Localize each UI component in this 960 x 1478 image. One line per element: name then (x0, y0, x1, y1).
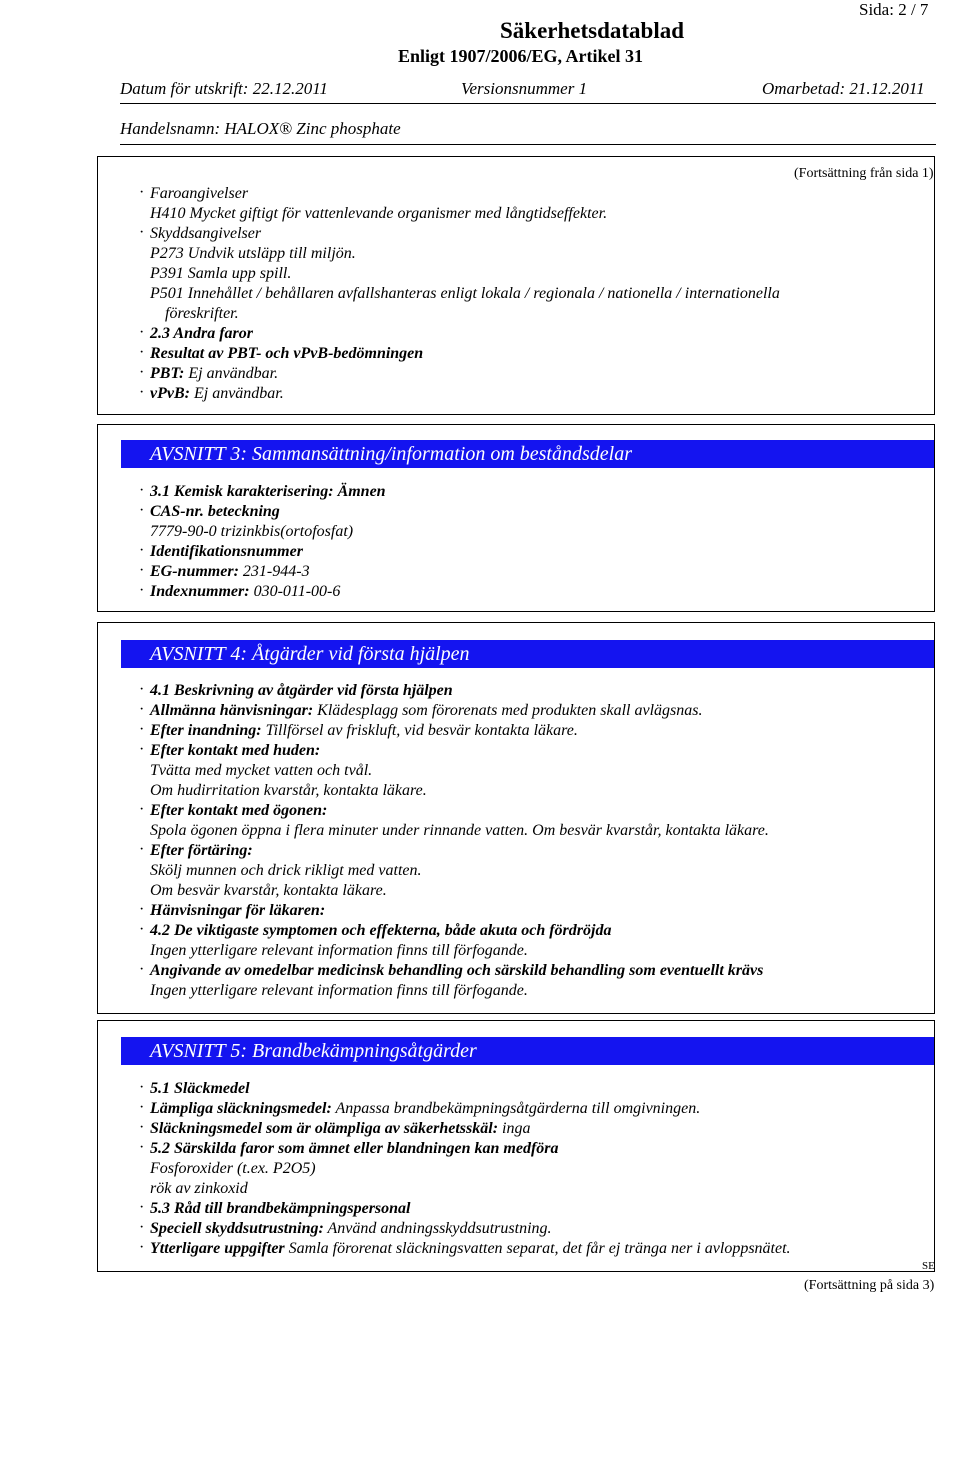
continuation-to: (Fortsättning på sida 3) (804, 1278, 935, 1293)
revised-date: Omarbetad: 21.12.2011 (762, 79, 925, 98)
doctor-label: Hänvisningar för läkaren: (150, 902, 326, 919)
eg-row (150, 562, 310, 582)
pbt-value: Ej användbar. (188, 365, 279, 382)
suitable-value: Anpassa brandbekämpningsåtgärderna till omgivningen. (335, 1100, 701, 1117)
special-line2: rök av zinkoxid (150, 1180, 248, 1197)
index-row (150, 582, 340, 602)
treatment-label: Angivande av omedelbar medicinsk behandling och särskild behandling som eventuellt krävs (150, 962, 764, 979)
print-date: Datum för utskrift: 22.12.2011 (120, 79, 328, 98)
eg-label: EG-nummer: (150, 563, 239, 580)
trade-divider (120, 144, 936, 145)
skin-line1: Tvätta med mycket vatten och tvål. (150, 762, 373, 779)
hazard-text: H410 Mycket giftigt för vattenlevande organismer med långtidseffekter. (150, 205, 608, 222)
eg-value: 231-944-3 (242, 563, 310, 580)
other-hazards-heading: 2.3 Andra faror (150, 325, 253, 342)
p501-text-cont: föreskrifter. (165, 305, 239, 322)
suitable-row (150, 1099, 700, 1119)
chem-char: 3.1 Kemisk karakterisering: Ämnen (150, 483, 386, 500)
document-title: Säkerhetsdatablad (500, 18, 685, 43)
general-label: Allmänna hänvisningar: (150, 702, 314, 719)
pbt-label: PBT: (150, 365, 185, 382)
eye-value: Spola ögonen öppna i flera minuter under rinnande vatten. Om besvär kvarstår, kontakta läkare. (150, 822, 769, 839)
version-number: Versionsnummer 1 (461, 79, 588, 98)
treatment-value: Ingen ytterligare relevant information finns till förfogande. (150, 982, 528, 999)
ingest-line1: Skölj munnen och drick rikligt med vatten. (150, 862, 422, 879)
section5-heading: AVSNITT 5: Brandbekämpningsåtgärder (121, 1037, 934, 1065)
first-aid-desc: 4.1 Beskrivning av åtgärder vid första hjälpen (150, 682, 453, 699)
unsuitable-value: inga (502, 1120, 531, 1137)
unsuitable-row (150, 1119, 530, 1139)
equip-label: Speciell skyddsutrustning: (150, 1220, 324, 1237)
vpvb-row (150, 384, 284, 404)
further-label: Ytterligare uppgifter (150, 1240, 285, 1257)
skin-line2: Om hudirritation kvarstår, kontakta läkare. (150, 782, 427, 799)
header-divider (120, 103, 936, 104)
eye-label: Efter kontakt med ögonen: (150, 802, 328, 819)
unsuitable-label: Släckningsmedel som är olämpliga av säkerhetsskäl: (150, 1120, 499, 1137)
p273-text: P273 Undvik utsläpp till miljön. (150, 245, 356, 262)
general-row (150, 701, 702, 721)
ident-label: Identifikationsnummer (150, 543, 303, 560)
ingest-line2: Om besvär kvarstår, kontakta läkare. (150, 882, 387, 899)
advice-label: 5.3 Råd till brandbekämpningspersonal (150, 1200, 411, 1217)
pbt-result-heading: Resultat av PBT- och vPvB-bedömningen (150, 345, 424, 362)
further-value: Samla förorenat släckningsvatten separat, det får ej tränga ner i avloppsnätet. (288, 1240, 791, 1257)
continuation-from: (Fortsättning från sida 1) (794, 166, 934, 181)
symptoms-value: Ingen ytterligare relevant information finns till förfogande. (150, 942, 528, 959)
inhal-label: Efter inandning: (150, 722, 262, 739)
section4-heading: AVSNITT 4: Åtgärder vid första hjälpen (121, 640, 934, 668)
cas-label: CAS-nr. beteckning (150, 503, 280, 520)
skin-label: Efter kontakt med huden: (150, 742, 321, 759)
inhal-value: Tillförsel av friskluft, vid besvär kontakta läkare. (265, 722, 578, 739)
suitable-label: Lämpliga släckningsmedel: (150, 1100, 332, 1117)
equip-row (150, 1219, 552, 1239)
vpvb-value: Ej användbar. (193, 385, 284, 402)
precaution-label: Skyddsangivelser (150, 225, 262, 242)
p501-text: P501 Innehållet / behållaren avfallshanteras enligt lokala / regionala / nationella / internationella (150, 285, 780, 302)
general-value: Klädesplagg som förorenats med produkten skall avlägsnas. (317, 702, 703, 719)
further-row (150, 1239, 791, 1259)
inhal-row (150, 721, 578, 741)
language-code: SE (922, 1260, 935, 1272)
hazard-label: Faroangivelser (150, 185, 249, 202)
special-line1: Fosforoxider (t.ex. P2O5) (150, 1160, 316, 1177)
document-subtitle: Enligt 1907/2006/EG, Artikel 31 (398, 46, 644, 66)
index-value: 030-011-00-6 (253, 583, 341, 600)
ingest-label: Efter förtäring: (150, 842, 253, 859)
page-number: Sida: 2 / 7 (859, 0, 929, 19)
p391-text: P391 Samla upp spill. (150, 265, 292, 282)
section3-heading: AVSNITT 3: Sammansättning/information om beståndsdelar (121, 440, 934, 468)
index-label: Indexnummer: (150, 583, 250, 600)
vpvb-label: vPvB: (150, 385, 190, 402)
equip-value: Använd andningsskyddsutrustning. (327, 1220, 552, 1237)
special-hazards-label: 5.2 Särskilda faror som ämnet eller blandningen kan medföra (150, 1140, 559, 1157)
media-label: 5.1 Släckmedel (150, 1080, 250, 1097)
pbt-row (150, 364, 278, 384)
trade-name: Handelsnamn: HALOX® Zinc phosphate (120, 119, 401, 138)
cas-value: 7779-90-0 trizinkbis(ortofosfat) (150, 523, 354, 540)
symptoms-label: 4.2 De viktigaste symptomen och effekterna, både akuta och fördröjda (150, 922, 612, 939)
